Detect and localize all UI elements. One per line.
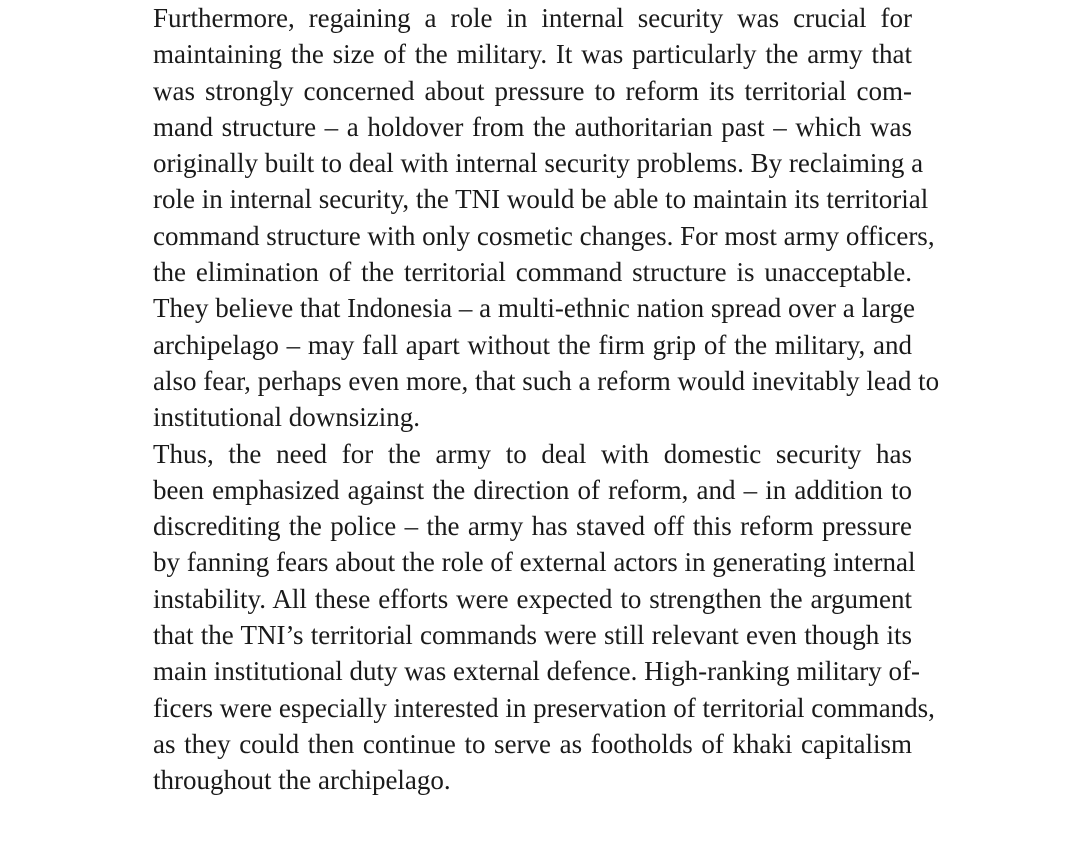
text-line: maintaining the size of the military. It was particularly the army that	[153, 39, 912, 70]
paragraph-1	[117, 0, 940, 436]
text-line: as they could then continue to serve as footholds of khaki capitalism	[153, 728, 912, 759]
text-line: discrediting the police – the army has staved off this reform pressure	[153, 511, 912, 542]
text-line: ficers were especially interested in preservation of territorial commands,	[153, 692, 935, 723]
text-line: originally built to deal with internal security problems. By reclaiming a	[153, 148, 924, 179]
text-line: Thus, the need for the army to deal with domestic security has	[153, 438, 912, 469]
text-line: command structure with only cosmetic changes. For most army officers,	[153, 220, 935, 251]
text-line: was strongly concerned about pressure to reform its territorial com-	[153, 75, 912, 106]
text-line: archipelago – may fall apart without the firm grip of the military, and	[153, 329, 912, 360]
text-line: been emphasized against the direction of reform, and – in addition to	[153, 474, 912, 505]
text-line: main institutional duty was external defence. High-ranking military of-	[153, 656, 921, 687]
text-line: Furthermore, regaining a role in internal security was crucial for	[153, 3, 912, 33]
text-line: instability. All these efforts were expected to strengthen the argument	[153, 583, 912, 614]
text-line: They believe that Indonesia – a multi-ethnic nation spread over a large	[153, 293, 915, 324]
document-page	[117, 0, 940, 799]
text-line: role in internal security, the TNI would be able to maintain its territorial	[153, 184, 929, 215]
text-line: mand structure – a holdover from the authoritarian past – which was	[153, 111, 912, 142]
paragraph-2	[117, 436, 935, 799]
text-line: institutional downsizing.	[153, 402, 420, 433]
text-line: throughout the archipelago.	[153, 765, 451, 796]
text-line: also fear, perhaps even more, that such a reform would inevitably lead to	[153, 365, 940, 396]
text-line: that the TNI’s territorial commands were still relevant even though its	[153, 620, 912, 651]
text-line: by fanning fears about the role of external actors in generating internal	[153, 547, 916, 578]
text-line: the elimination of the territorial command structure is unacceptable.	[153, 257, 912, 288]
